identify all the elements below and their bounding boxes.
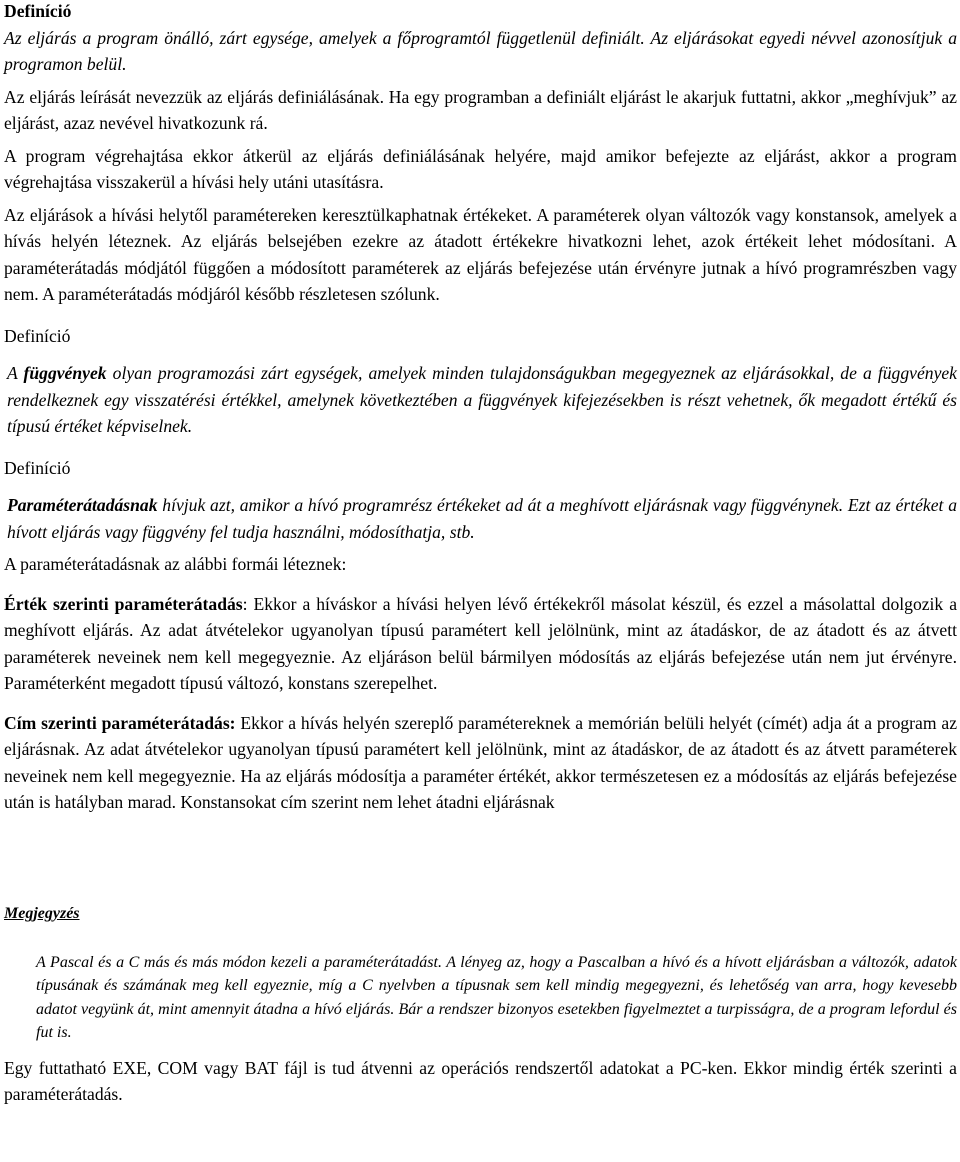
paragraph-text: Ekkor a hívás helyén szereplő paramétereknek a memórián belüli helyét (címét) adja át a program az eljárásnak. Az adat átvételekor ugyanolyan típusú paramétert kell jelölnünk, mint az átadáskor, de az átadott és az átvett paraméterek neveinek nem kell megegyeznie. Ha az eljárás módosítja a paraméter értékét, akkor természetesen ez a módosítás az eljárás befejezése után is hatályban marad. Konstansokat cím szerint nem lehet átadni eljárásnak — [4, 712, 958, 812]
definition-function — [4, 360, 957, 440]
definition-term: Paraméterátadásnak — [7, 495, 158, 515]
paragraph-procedure-definition: Az eljárás leírását nevezzük az eljárás definiálásának. Ha egy programban a definiált eljárást le akarjuk futtatni, akkor „meghívjuk” az eljárást, azaz nevével hivatkozunk rá. — [4, 86, 957, 133]
paragraph-executable-parameters: Egy futtatható EXE, COM vagy BAT fájl is tud átvenni az operációs rendszertől adatokat a PC-ken. Ekkor mindig érték szerinti a paraméterátadás. — [4, 1057, 957, 1105]
definition-text: hívjuk azt, amikor a hívó programrész értékeket ad át a meghívott eljárásnak vagy függvénynek. Ezt az értéket a hívott eljárás vagy függvény fel tudja használni, módosíthatja, stb. — [7, 495, 957, 542]
paragraph-parameters: Az eljárások a hívási helytől paramétereken keresztülkaphatnak értékeket. A paraméterek olyan változók vagy konstansok, amelyek a hívás helyén léteznek. Az eljárás belsejében ezekre az átadott értékekre hivatkozni lehet, azok értékeit lehet módosítani. A paraméterátadás módjától függően a módosított paraméterek az eljárás befejezése után érvényre jutnak a hívó programrészben vagy nem. A paraméterátadás módjáról később részletesen szólunk. — [4, 204, 957, 304]
definition-text: olyan programozási zárt egységek, amelyek minden tulajdonságukban megegyeznek az eljárásokkal, de a függvények rendelkeznek egy visszatérési értékkel, amelynek következtében a függvények kifejezésekben is részt vehetnek, ők megadott értékű és típusú értéket képviselnek. — [7, 363, 957, 436]
definition-procedure — [4, 25, 957, 78]
definition-heading: Definíció — [4, 457, 71, 478]
paragraph-forms-intro: A paraméterátadásnak az alábbi formái léteznek: — [4, 554, 347, 574]
note-text: A Pascal és a C más és más módon kezeli a paraméterátadást. A lényeg az, hogy a Pascalban a hívó és a hívott eljárásban a változók, adatok típusának és számának meg kell egyeznie, míg a C nyelvben a típusnak sem kell mindig megegyezni, és lehetőség van arra, hogy kevesebb adatot vegyünk át, mint amennyit átadna a hívó eljárás. Bár a rendszer bizonyos esetekben figyelmeztet a turpisságra, de a program lefordul és fut is. — [36, 954, 957, 1042]
definition-text: Az — [4, 27, 28, 48]
definition-parameter-passing — [4, 492, 957, 545]
paragraph-text: : Ekkor a híváskor a hívási helyen lévő értékekről másolat készül, és ezzel a másolattal dolgozik a meghívott eljárás. Az adat átvételekor ugyanolyan típusú paramétert kell jelölnünk, mint az átadáskor, de az átadott és az átvett paraméterek neveinek nem kell megegyeznie. Az eljáráson belül bármilyen módosítás az eljárás befejezése után nem jut érvényre. Paraméterként megadott típusú változó, konstans szerepelhet. — [4, 593, 958, 693]
paragraph-by-reference — [4, 710, 957, 816]
definition-text: A — [7, 363, 24, 383]
definition-heading: Definíció — [4, 325, 71, 346]
note-heading: Megjegyzés — [4, 904, 80, 922]
definition-heading: Definíció — [4, 1, 72, 21]
definition-term: eljárás — [27, 27, 77, 48]
paragraph-by-value — [4, 591, 957, 697]
definition-text: a program önálló, zárt egysége, amelyek a főprogramtól függetlenül definiált. Az eljárásokat egyedi névvel azonosítjuk a programon belül. — [4, 27, 957, 74]
definition-term: függvények — [23, 363, 107, 383]
term-by-value: Érték szerinti paraméterátadás — [4, 593, 243, 614]
paragraph-execution-flow: A program végrehajtása ekkor átkerül az eljárás definiálásának helyére, majd amikor befejezte az eljárást, akkor a program végrehajtása visszakerül a hívási hely utáni utasításra. — [4, 145, 957, 192]
term-by-reference: Cím szerinti paraméterátadás: — [4, 712, 236, 733]
